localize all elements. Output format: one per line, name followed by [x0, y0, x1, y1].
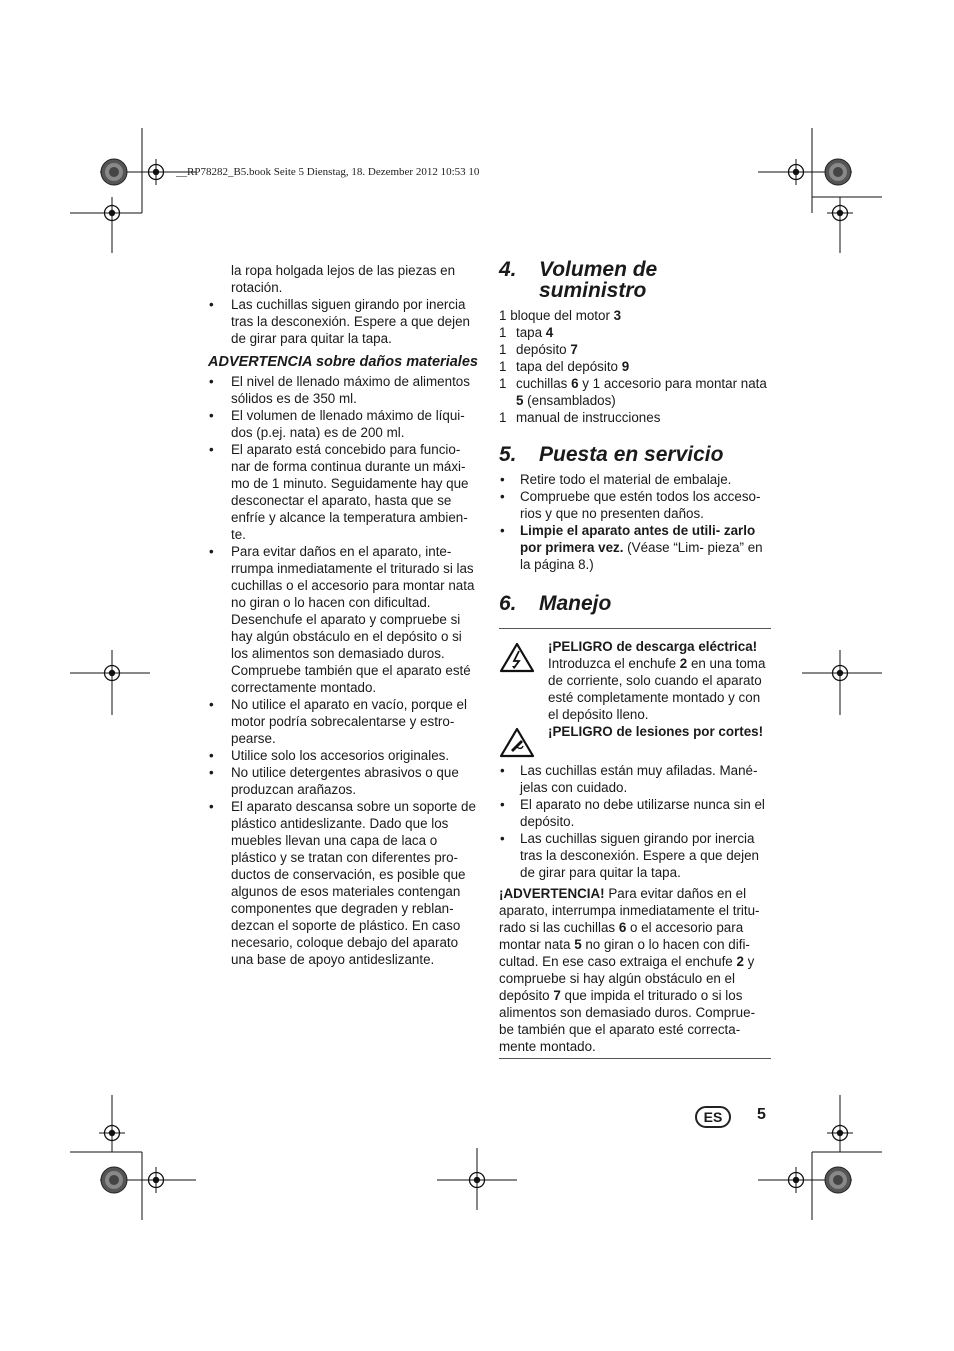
- list-item: • Las cuchillas siguen girando por inercia tras la desconexión. Espere a que dejen de girar para quitar la tapa.: [208, 296, 480, 347]
- list-item: 1 tapa del depósito 9: [499, 359, 630, 374]
- color-target-icon: [101, 1167, 127, 1193]
- divider: [499, 628, 771, 629]
- registration-mark-icon: [464, 1167, 490, 1193]
- section-4-title-line1: Volumen de: [539, 258, 658, 281]
- registration-mark-icon: [99, 200, 125, 226]
- registration-mark-icon: [99, 660, 125, 686]
- list-item: 1 depósito 7: [499, 342, 578, 357]
- warning-paragraph: ¡ADVERTENCIA! Para evitar daños en el aparato, interrumpa inmediatamente el tritu- rado si las cuchillas 6 o el accesorio para montar nata 5 no giran o lo hacen con difi- cultad. En ese caso extraiga el enchufe 2 y compruebe si hay algún obstáculo en el depósito 7 que impida el triturado o si los alimentos son demasiado duros. Comprue- be también que el aparato esté correcta- mente montado.: [499, 886, 760, 1054]
- list-item: • Retire todo el material de embalaje.: [499, 471, 771, 488]
- registration-mark-icon: [827, 660, 853, 686]
- setup-list: [499, 471, 771, 573]
- list-item: 1 tapa 4: [499, 325, 554, 340]
- list-item: • Utilice solo los accesorios originales.: [208, 747, 480, 764]
- list-item: • El nivel de llenado máximo de alimentos sólidos es de 350 ml.: [208, 373, 480, 407]
- danger-title: ¡PELIGRO de lesiones por cortes!: [548, 724, 764, 739]
- section-4-heading: 4. Volumen de suministro: [499, 259, 771, 301]
- danger-electric-block: [499, 638, 771, 723]
- registration-mark-icon: [827, 200, 853, 226]
- page-number: 5: [757, 1106, 766, 1123]
- color-target-icon: [101, 159, 127, 185]
- list-item: • El aparato no debe utilizarse nunca sin el depósito.: [499, 796, 771, 830]
- list-item: • Para evitar daños en el aparato, inte- rrumpa inmediatamente el triturado si las cuchillas o el accesorio para montar nata no giran o lo hacen con dificultad. Desenchufe el aparato y compruebe si hay algún obstáculo en el depósito o si los alimentos son demasiado duros. Compruebe también que el aparato esté correctamente montado.: [208, 543, 480, 696]
- list-item: • El aparato está concebido para funcio- nar de forma continua durante un máxi- mo de 1 minuto. Seguidamente hay que desconectar el aparato, hasta que se enfríe y alcance la temperatura ambien- te.: [208, 441, 480, 543]
- color-target-icon: [825, 1167, 851, 1193]
- right-column: [499, 259, 771, 1059]
- list-item: • El aparato descansa sobre un soporte de plástico antideslizante. Dado que los muebles llevan una capa de laca o plástico y se tratan con diferentes pro- ductos de conservación, es posible que algunos de esos materiales contengan componentes que degraden y reblan- dezcan el soporte de plástico. En caso necesario, coloque debajo del aparato una base de apoyo antideslizante.: [208, 798, 480, 968]
- left-column: [208, 262, 480, 968]
- danger-text: Introduzca el enchufe 2 en una toma de corriente, solo cuando el aparato esté completamente montado y con el depósito lleno.: [548, 656, 766, 722]
- registration-mark-icon: [827, 1120, 853, 1146]
- electric-hazard-icon: [499, 638, 548, 723]
- list-item: • No utilice detergentes abrasivos o que produzcan arañazos.: [208, 764, 480, 798]
- file-info-header: __RP78282_B5.book Seite 5 Dienstag, 18. Dezember 2012 10:53 10: [176, 166, 480, 178]
- list-item: 1 cuchillas 6 y 1 accesorio para montar nata 5 (ensamblados): [499, 376, 767, 408]
- damage-list: [208, 373, 480, 968]
- registration-mark-icon: [99, 1120, 125, 1146]
- list-item: • Las cuchillas están muy afiladas. Mané- jelas con cuidado.: [499, 762, 771, 796]
- section-6-heading: 6. Manejo: [499, 592, 612, 615]
- danger-title: ¡PELIGRO de descarga eléctrica!: [548, 639, 758, 654]
- list-item: • Compruebe que estén todos los acceso- rios y que no presenten daños.: [499, 488, 771, 522]
- section-4-title-line2: suministro: [539, 279, 647, 302]
- warning-heading: ADVERTENCIA sobre daños materiales: [208, 354, 478, 370]
- registration-mark-icon: [783, 159, 809, 185]
- list-item: • Limpie el aparato antes de utili- zarlo por primera vez. (Véase “Lim- pieza” en la página 8.): [499, 522, 771, 573]
- list-item: • El volumen de llenado máximo de líqui- dos (p.ej. nata) es de 200 ml.: [208, 407, 480, 441]
- safety-list: [208, 296, 480, 347]
- list-item: 1 manual de instrucciones: [499, 410, 661, 425]
- continued-text: la ropa holgada lejos de las piezas en rotación.: [231, 263, 456, 295]
- cut-hazard-icon: [499, 723, 548, 762]
- contents-list: [499, 307, 771, 426]
- registration-mark-icon: [143, 159, 169, 185]
- operation-list: [499, 762, 771, 881]
- section-5-heading: 5. Puesta en servicio: [499, 443, 724, 466]
- danger-cut-block: [499, 723, 771, 762]
- list-item: 1 bloque del motor 3: [499, 308, 622, 323]
- registration-mark-icon: [783, 1167, 809, 1193]
- list-item: • No utilice el aparato en vacío, porque el motor podría sobrecalentarse y estro- pearse.: [208, 696, 480, 747]
- divider: [499, 1058, 771, 1059]
- list-item: • Las cuchillas siguen girando por inercia tras la desconexión. Espere a que dejen de girar para quitar la tapa.: [499, 830, 771, 881]
- registration-mark-icon: [143, 1167, 169, 1193]
- language-badge: ES: [695, 1106, 731, 1128]
- color-target-icon: [825, 159, 851, 185]
